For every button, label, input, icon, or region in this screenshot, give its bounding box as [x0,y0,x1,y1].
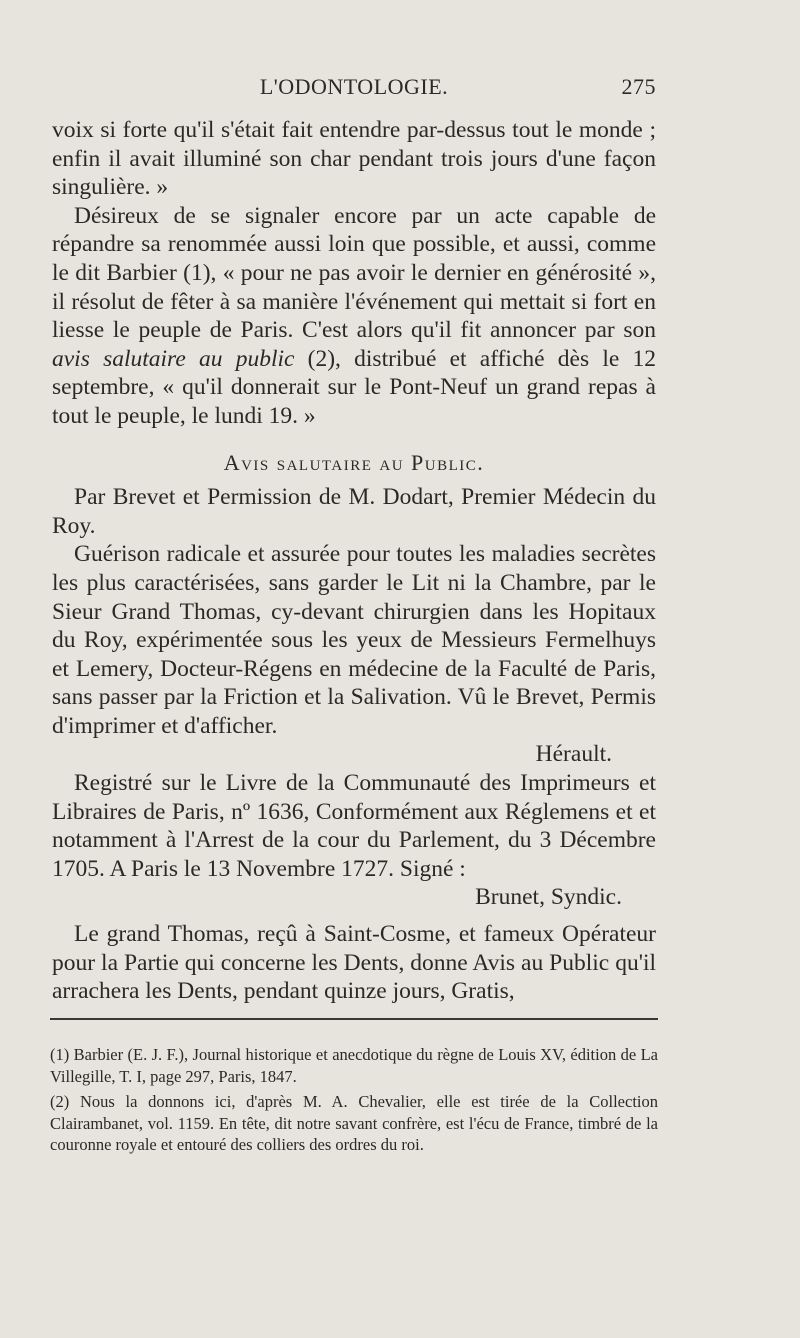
paragraph-6: Le grand Thomas, reçû à Saint-Cosme, et fameux Opérateur pour la Partie qui concerne les Dents, donne Avis au Public qu'il arrachera les Dents, pendant quinze jours, Gratis, [52,921,656,1005]
signature-brunet: Brunet, Syndic. [475,884,622,911]
paragraph-5: Registré sur le Livre de la Communauté des Imprimeurs et Libraires de Paris, nº 1636, Conformément aux Réglemens et et notamment à l'Arrest de la cour du Parlement, du 3 Décembre 1705. A Paris le 13 Novembre 1727. Signé : [52,770,656,882]
footnote-1: (1) Barbier (E. J. F.), Journal historique et anecdotique du règne de Louis XV, édition de La Villegille, T. I, page 297, Paris, 1847. [50,1045,658,1086]
paragraph-2-part-b: (2), distribué et affiché dès le 12 septembre, « qu'il donnerait sur le Pont-Neuf un grand repas à tout le peuple, le lundi 19. » [52,345,657,429]
page-number: 275 [621,74,656,99]
spacer [52,912,656,920]
main-text [52,116,656,1006]
footnote-2: (2) Nous la donnons ici, d'après M. A. Chevalier, elle est tirée de la Collection Clairambanet, vol. 1159. En tête, dit notre savant confrère, est l'écu de France, timbré de la couronne royale et entouré des colliers des ordres du roi. [50,1092,658,1154]
section-heading: Avis salutaire au Public. [223,449,485,475]
running-title: L'ODONTOLOGIE. [259,74,449,99]
paragraph-4: Guérison radicale et assurée pour toutes les maladies secrètes les plus caractérisées, sans garder le Lit ni la Chambre, par le Sieur Grand Thomas, cy-devant chirurgien dans les Hopitaux du Roy, expérimentée sous les yeux de Messieurs Fermelhuys et Lemery, Docteur-Régens en médecine de la Faculté de Paris, sans passer par la Friction et la Salivation. Vû le Brevet, Permis d'imprimer et d'afficher. [52,541,656,739]
paragraph-1: voix si forte qu'il s'était fait entendre par-dessus tout le monde ; enfin il avait illuminé son char pendant trois jours d'une façon singulière. » [52,117,656,201]
paragraph-2 [52,202,656,431]
footnotes [50,1044,658,1160]
avis-title-italic: avis salutaire au public [52,345,295,372]
footnote-rule [50,1018,658,1020]
signature-herault: Hérault. [535,741,612,768]
running-header [52,74,656,106]
paragraph-2-part-a: Désireux de se signaler encore par un acte capable de répandre sa renommée aussi loin que possible, et aussi, comme le dit Barbier (1), « pour ne pas avoir le dernier en générosité », il résolut de fêter à sa manière l'événement qui mettait si fort en liesse le peuple de Paris. C'est alors qu'il fit annoncer par son [52,202,656,344]
paragraph-3: Par Brevet et Permission de M. Dodart, Premier Médecin du Roy. [52,484,656,539]
